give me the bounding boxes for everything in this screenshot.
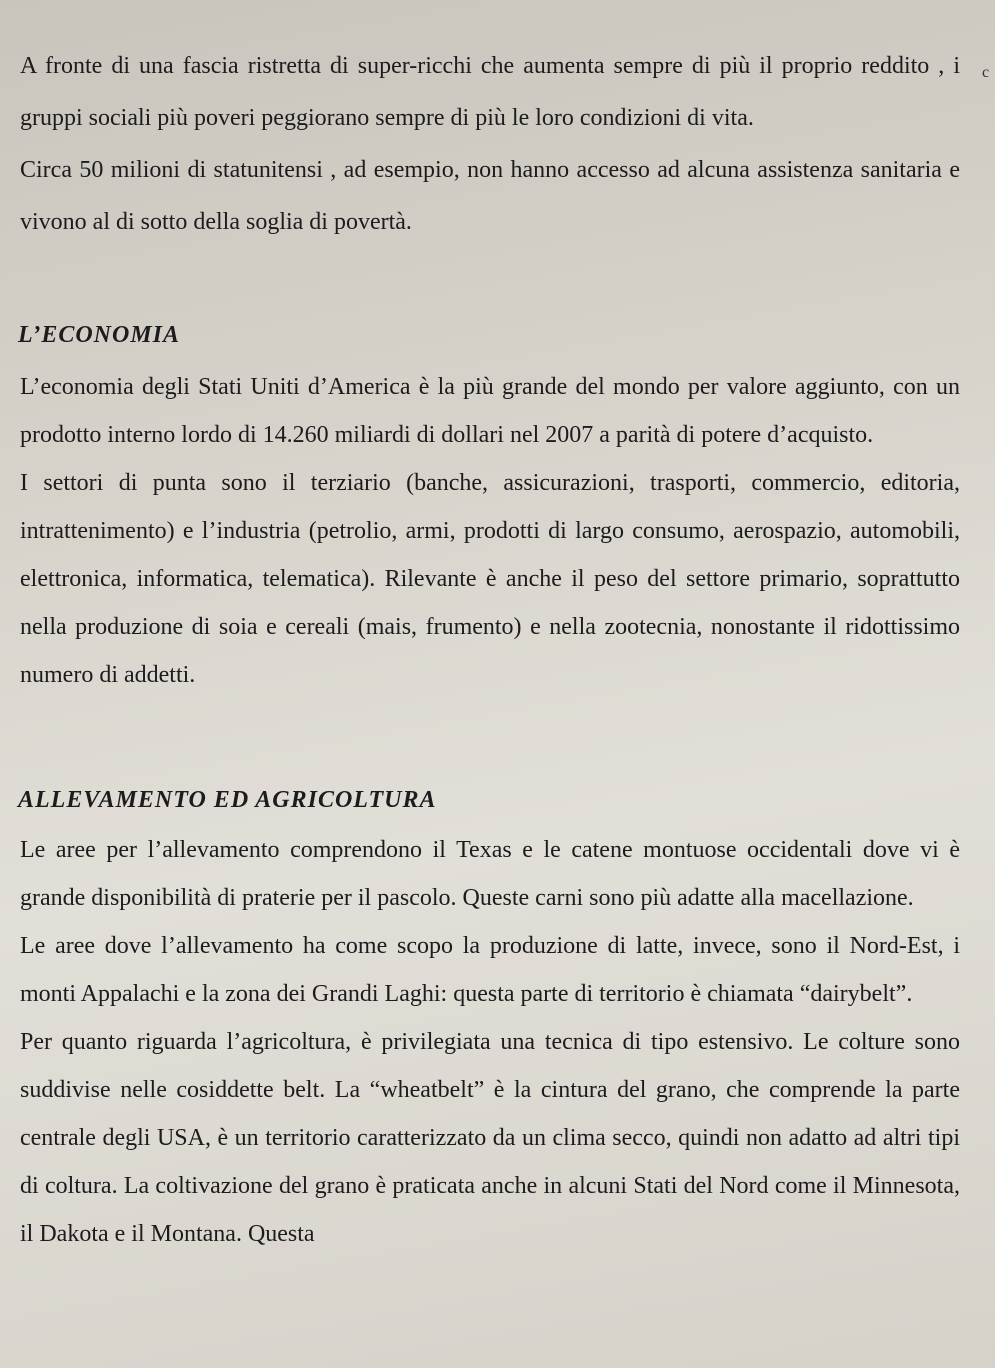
- allevamento-paragraph-1: Le aree per l’allevamento comprendono il Texas e le catene montuose occidentali dove vi è grande disponibilità di praterie per il pascolo. Queste carni sono più adatte alla macellazione.: [20, 837, 960, 911]
- allevamento-paragraph-3: Per quanto riguarda l’agricoltura, è privilegiata una tecnica di tipo estensivo. Le colture sono suddivise nelle cosiddette belt. La “wheatbelt” è la cintura del grano, che comprende la parte centrale degli USA, è un territorio caratterizzato da un clima secco, quindi non adatto ad altri tipi di coltura. La coltivazione del grano è praticata anche in alcuni Stati del Nord come il Minnesota, il Dakota e il Montana. Questa: [20, 1029, 960, 1247]
- allevamento-paragraph-2: Le aree dove l’allevamento ha come scopo la produzione di latte, invece, sono il Nord-Est, i monti Appalachi e la zona dei Grandi Laghi: questa parte di territorio è chiamata “dairybelt”.: [20, 933, 960, 1007]
- economia-section: [20, 363, 960, 699]
- allevamento-section: [20, 826, 960, 1258]
- intro-paragraph-1: A fronte di una fascia ristretta di super-ricchi che aumenta sempre di più il proprio reddito , i gruppi sociali più poveri peggiorano sempre di più le loro condizioni di vita.: [20, 53, 960, 131]
- margin-mark: c: [982, 64, 990, 81]
- section-heading-allevamento: ALLEVAMENTO ED AGRICOLTURA: [18, 787, 437, 813]
- economia-paragraph-1: L’economia degli Stati Uniti d’America è la più grande del mondo per valore aggiunto, con un prodotto interno lordo di 14.260 miliardi di dollari nel 2007 a parità di potere d’acquisto.: [20, 374, 960, 448]
- section-heading-economia: L’ECONOMIA: [18, 322, 181, 348]
- intro-section: [20, 40, 960, 248]
- intro-paragraph-2: Circa 50 milioni di statunitensi , ad esempio, non hanno accesso ad alcuna assistenza sanitaria e vivono al di sotto della soglia di povertà.: [20, 157, 960, 235]
- economia-paragraph-2: I settori di punta sono il terziario (banche, assicurazioni, trasporti, commercio, editoria, intrattenimento) e l’industria (petrolio, armi, prodotti di largo consumo, aerospazio, automobili, elettronica, informatica, telematica). Rilevante è anche il peso del settore primario, soprattutto nella produzione di soia e cereali (mais, frumento) e nella zootecnia, nonostante il ridottissimo numero di addetti.: [20, 470, 960, 688]
